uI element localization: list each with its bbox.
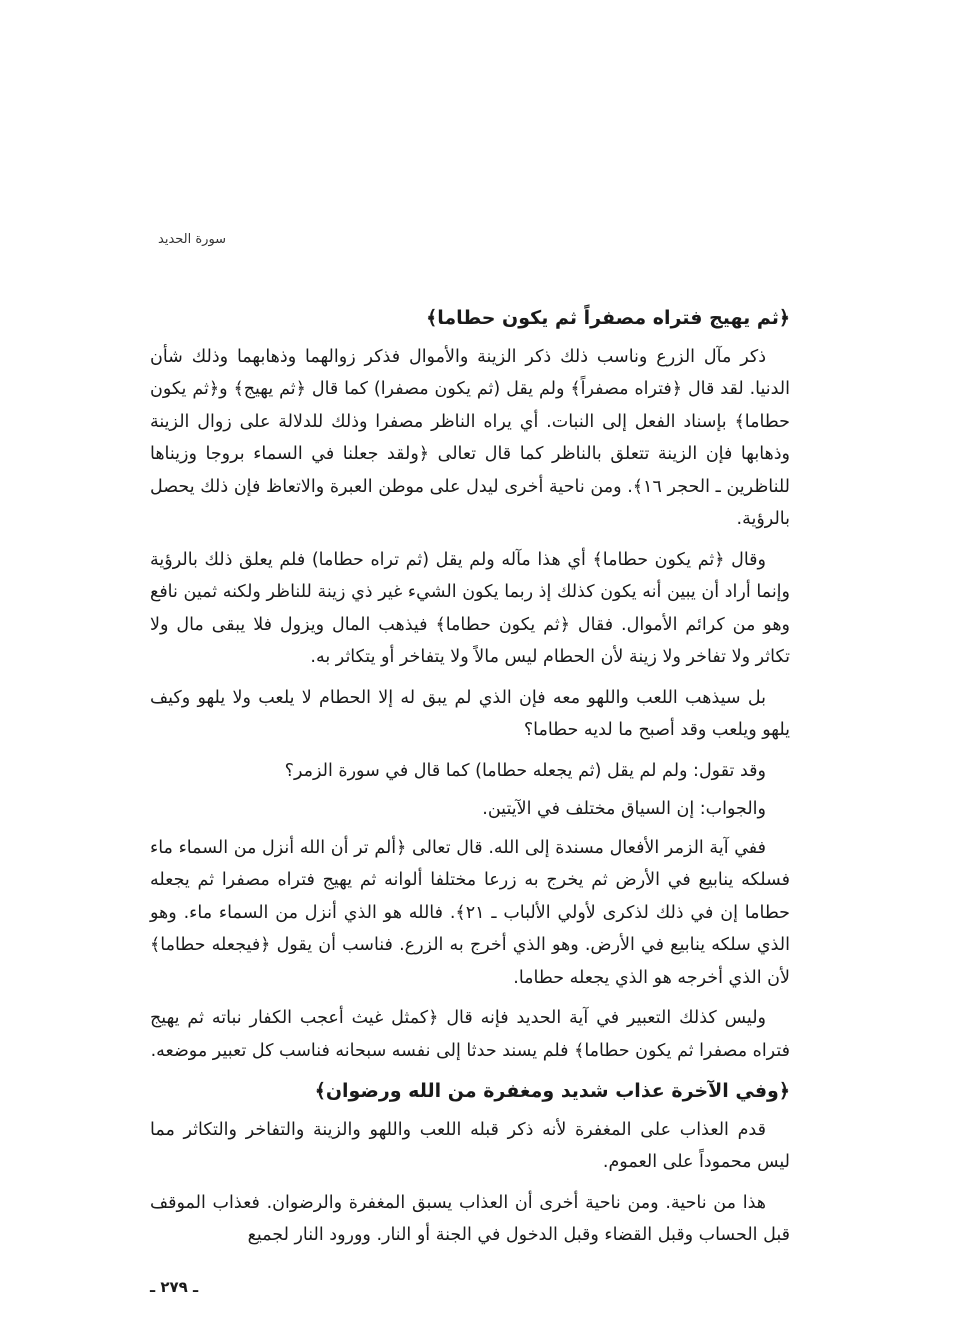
body-paragraph: هذا من ناحية. ومن ناحية أخرى أن العذاب يسبق المغفرة والرضوان. فعذاب الموقف قبل الحساب وقبل القضاء وقبل الدخول في الجنة أو النار. وورود النار لجميع (150, 1192, 790, 1245)
body-paragraph: وقال ﴿ثم يكون حطاما﴾ أي هذا مآله ولم يقل (ثم تراه حطاما) فلم يعلق ذلك بالرؤية وإنما أراد أن يبين أنه يكون كذلك إذ ربما يكون الشيء غير ذي زينة للناظر ولكنه ثمين نافع وهو من كرائم الأموال. فقال ﴿ثم يكون حطاما﴾ فيذهب المال ويزول فلا يبقى مال ولا تكاثر ولا تفاخر ولا زينة لأن الحطام ليس مالاً ولا يتفاخر أو يتكاثر به. (150, 549, 790, 667)
verse-heading: ﴿وفي الآخرة عذاب شديد ومغفرة من الله ورضوان﴾ (314, 1080, 790, 1102)
body-paragraph: بل سيذهب اللعب واللهو معه فإن الذي لم يبق له إلا الحطام لا يلعب ولا يلهو وكيف يلهو ويلعب وقد أصبح ما لديه حطاما؟ (150, 687, 790, 740)
running-header: سورة الحديد (158, 232, 227, 247)
answer-line: والجواب: إن السياق مختلف في الآيتين. (482, 799, 766, 819)
page-body (150, 300, 790, 1260)
body-paragraph: ففي آية الزمر الأفعال مسندة إلى الله. قال تعالى ﴿ألم تر أن الله أنزل من السماء ماء فسلكه ينابيع في الأرض ثم يخرج به زرعا مختلفا ألوانه ثم يهيج فتراه مصفرا ثم يجعله حطاما إن في ذلك لذكرى لأولي الألباب ـ ٢١﴾. فالله هو الذي أنزل من السماء ماء. وهو الذي سلكه ينابيع في الأرض. وهو الذي أخرج به الزرع. فناسب أن يقول ﴿فيجعله حطاما﴾ لأن الذي أخرجه هو الذي يجعله حطاما. (150, 837, 790, 988)
body-paragraph: وليس كذلك التعبير في آية الحديد فإنه قال ﴿كمثل غيث أعجب الكفار نباته ثم يهيج فتراه مصفرا ثم يكون حطاما﴾ فلم يسند حدثا إلى نفسه سبحانه فناسب كل تعبير موضعه. (150, 1008, 790, 1061)
body-paragraph: قدم العذاب على المغفرة لأنه ذكر قبله اللعب واللهو والزينة والتفاخر والتكاثر مما ليس محموداً على العموم. (150, 1119, 790, 1172)
question-line: وقد تقول: ولم لم يقل (ثم يجعله حطاما) كما قال في سورة الزمر؟ (284, 760, 766, 781)
verse-heading: ﴿ثم يهيج فتراه مصفراً ثم يكون حطاما﴾ (426, 307, 790, 329)
page-number: ـ ٢٧٩ ـ (150, 1278, 199, 1296)
body-paragraph: ذكر مآل الزرع وناسب ذلك ذكر الزينة والأموال فذكر زوالهما وذهابهما وذلك شأن الدنيا. لقد قال ﴿فتراه مصفراً﴾ ولم يقل (ثم يكون مصفرا) كما قال ﴿ثم يهيج﴾ و﴿ثم يكون حطاما﴾ بإسناد الفعل إلى النبات. أي يراه الناظر مصفرا وذلك للدلالة على زوال الزينة وذهابها فإن الزينة تتعلق بالناظر كما قال تعالى ﴿ولقد جعلنا في السماء بروجا وزيناها للناظرين ـ الحجر ١٦﴾. ومن ناحية أخرى ليدل على موطن العبرة والاتعاظ فإن ذلك يحصل بالرؤية. (150, 346, 790, 529)
